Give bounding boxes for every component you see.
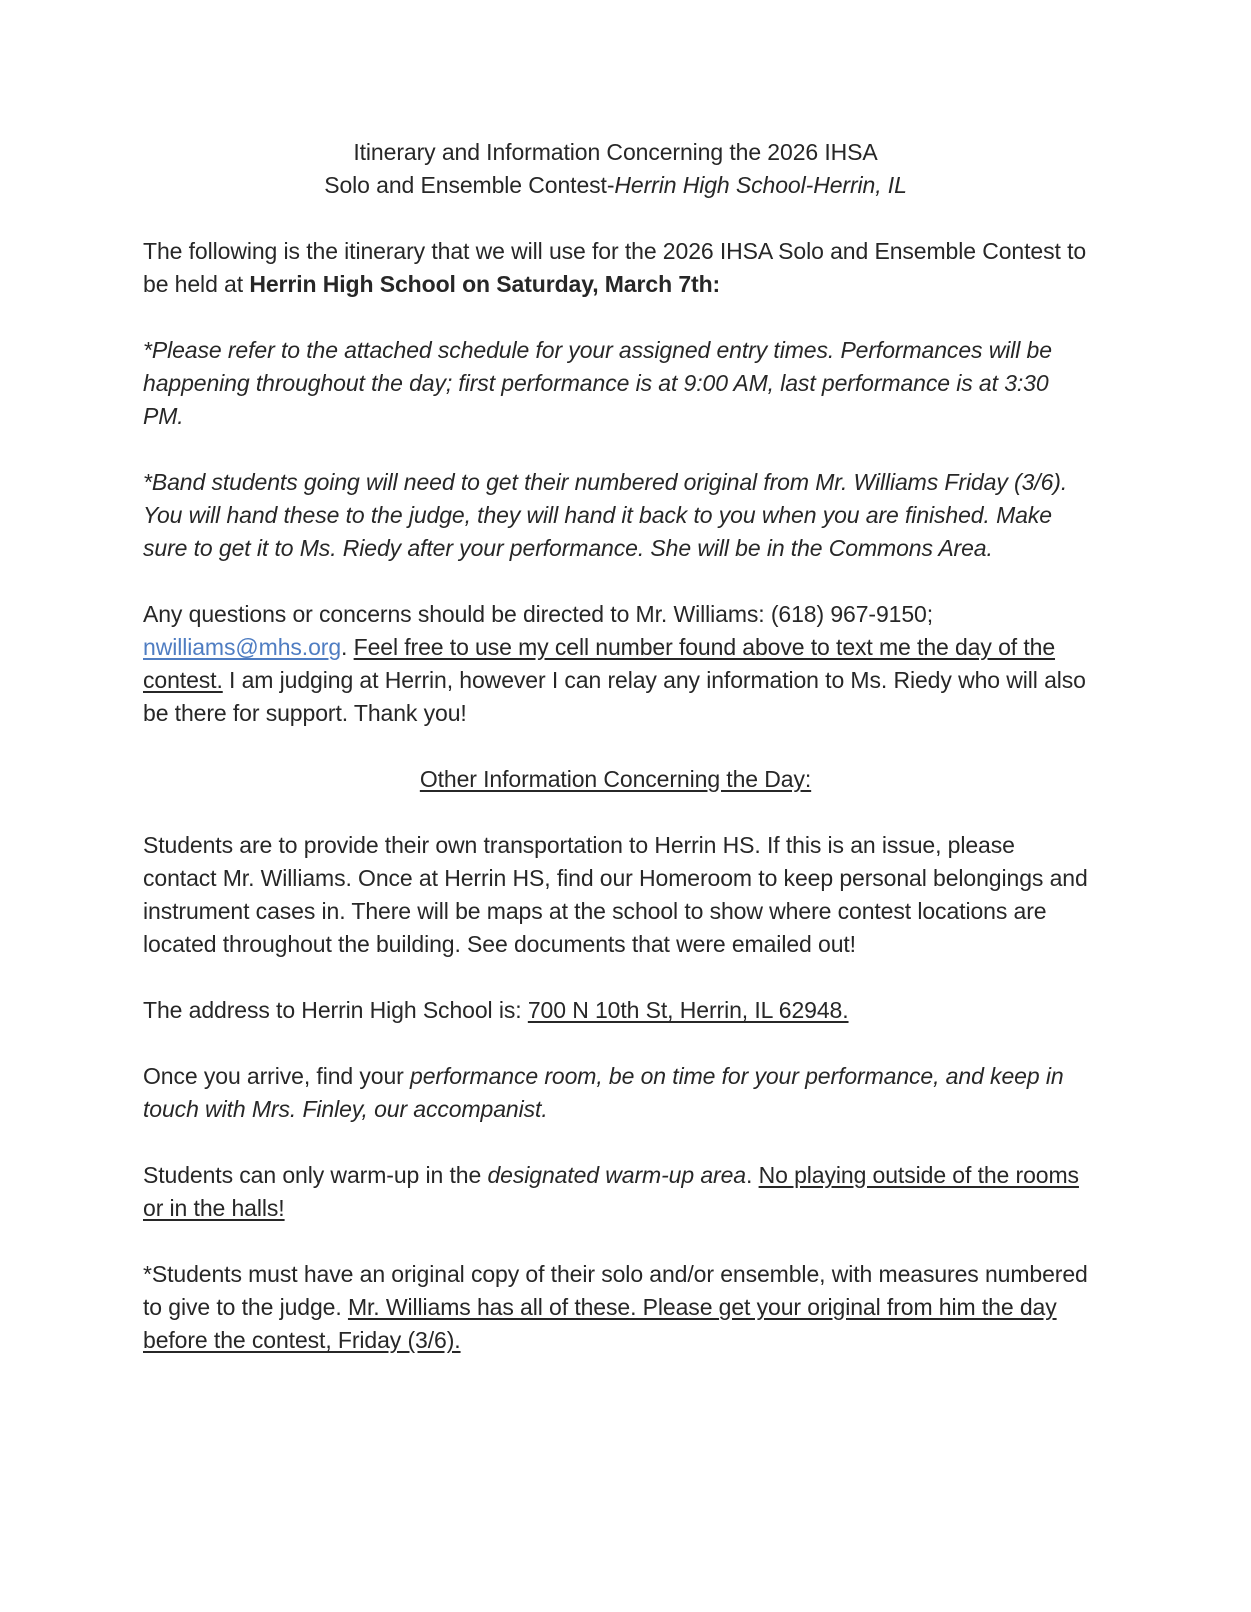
text-run: *Students must have an original copy of their solo and/or ensemble, with measures numbered to give to the judge. [143, 1261, 1088, 1320]
text-run: performance room, be on time for your performance, and keep in touch with Mrs. Finley, our accompanist. [143, 1063, 1064, 1122]
text-run: I am judging at Herrin, however I can relay any information to Ms. Riedy who will also be there for support. Thank you! [143, 667, 1086, 726]
transportation-paragraph [143, 829, 1088, 961]
section-heading [143, 763, 1088, 796]
text-run: Any questions or concerns should be directed to Mr. Williams: (618) 967-9150; [143, 601, 934, 627]
text-run: Students can only warm-up in the [143, 1162, 488, 1188]
text-run: *Please refer to the attached schedule for your assigned entry times. Performances will be happening throughout the day; first performance is at 9:00 AM, last performance is at 3:30 PM. [143, 337, 1052, 429]
document-content [143, 136, 1088, 1390]
text-run: Solo and Ensemble Contest- [324, 172, 615, 198]
text-run: Feel free to use my cell number found above to text me the day of the contest. [143, 634, 1056, 693]
text-run: Herrin High School-Herrin, IL [614, 172, 907, 198]
text-run: Other Information Concerning the Day: [419, 766, 812, 792]
text-run: . [745, 1162, 759, 1188]
email-link[interactable]: nwilliams@mhs.org [143, 634, 342, 660]
text-run: The following is the itinerary that we will use for the 2026 IHSA Solo and Ensemble Contest to be held at [143, 238, 1087, 297]
text-run: 700 N 10th St, Herrin, IL 62948. [527, 997, 849, 1023]
text-run: No playing outside of the rooms or in the halls! [143, 1162, 1079, 1221]
warmup-paragraph [143, 1159, 1088, 1225]
text-run: . [341, 634, 354, 660]
text-run: Itinerary and Information Concerning the 2026 IHSA [353, 139, 878, 165]
title-line-1 [143, 136, 1088, 169]
address-paragraph [143, 994, 1088, 1027]
arrival-paragraph [143, 1060, 1088, 1126]
text-run: designated warm-up area [487, 1162, 746, 1188]
title-line-2 [143, 169, 1088, 202]
text-run: *Band students going will need to get their numbered original from Mr. Williams Friday (3/6). You will hand these to the judge, they will hand it back to you when you are finished. Make sure to get it to Ms. Riedy after your performance. She will be in the Commons Area. [143, 469, 1068, 561]
text-run: Herrin High School on Saturday, March 7th: [249, 271, 721, 297]
text-run: Once you arrive, find your [143, 1063, 411, 1089]
text-run: Students are to provide their own transportation to Herrin HS. If this is an issue, please contact Mr. Williams. Once at Herrin HS, find our Homeroom to keep personal belongings and instrument cases in. There will be maps at the school to show where contest locations are located throughout the building. See documents that were emailed out! [143, 832, 1088, 957]
text-run: Mr. Williams has all of these. Please get your original from him the day before the contest, Friday (3/6). [143, 1294, 1057, 1353]
band-students-note-paragraph [143, 466, 1088, 565]
original-copy-paragraph [143, 1258, 1088, 1357]
intro-paragraph [143, 235, 1088, 301]
text-run: The address to Herrin High School is: [143, 997, 528, 1023]
contact-paragraph [143, 598, 1088, 730]
schedule-note-paragraph [143, 334, 1088, 433]
